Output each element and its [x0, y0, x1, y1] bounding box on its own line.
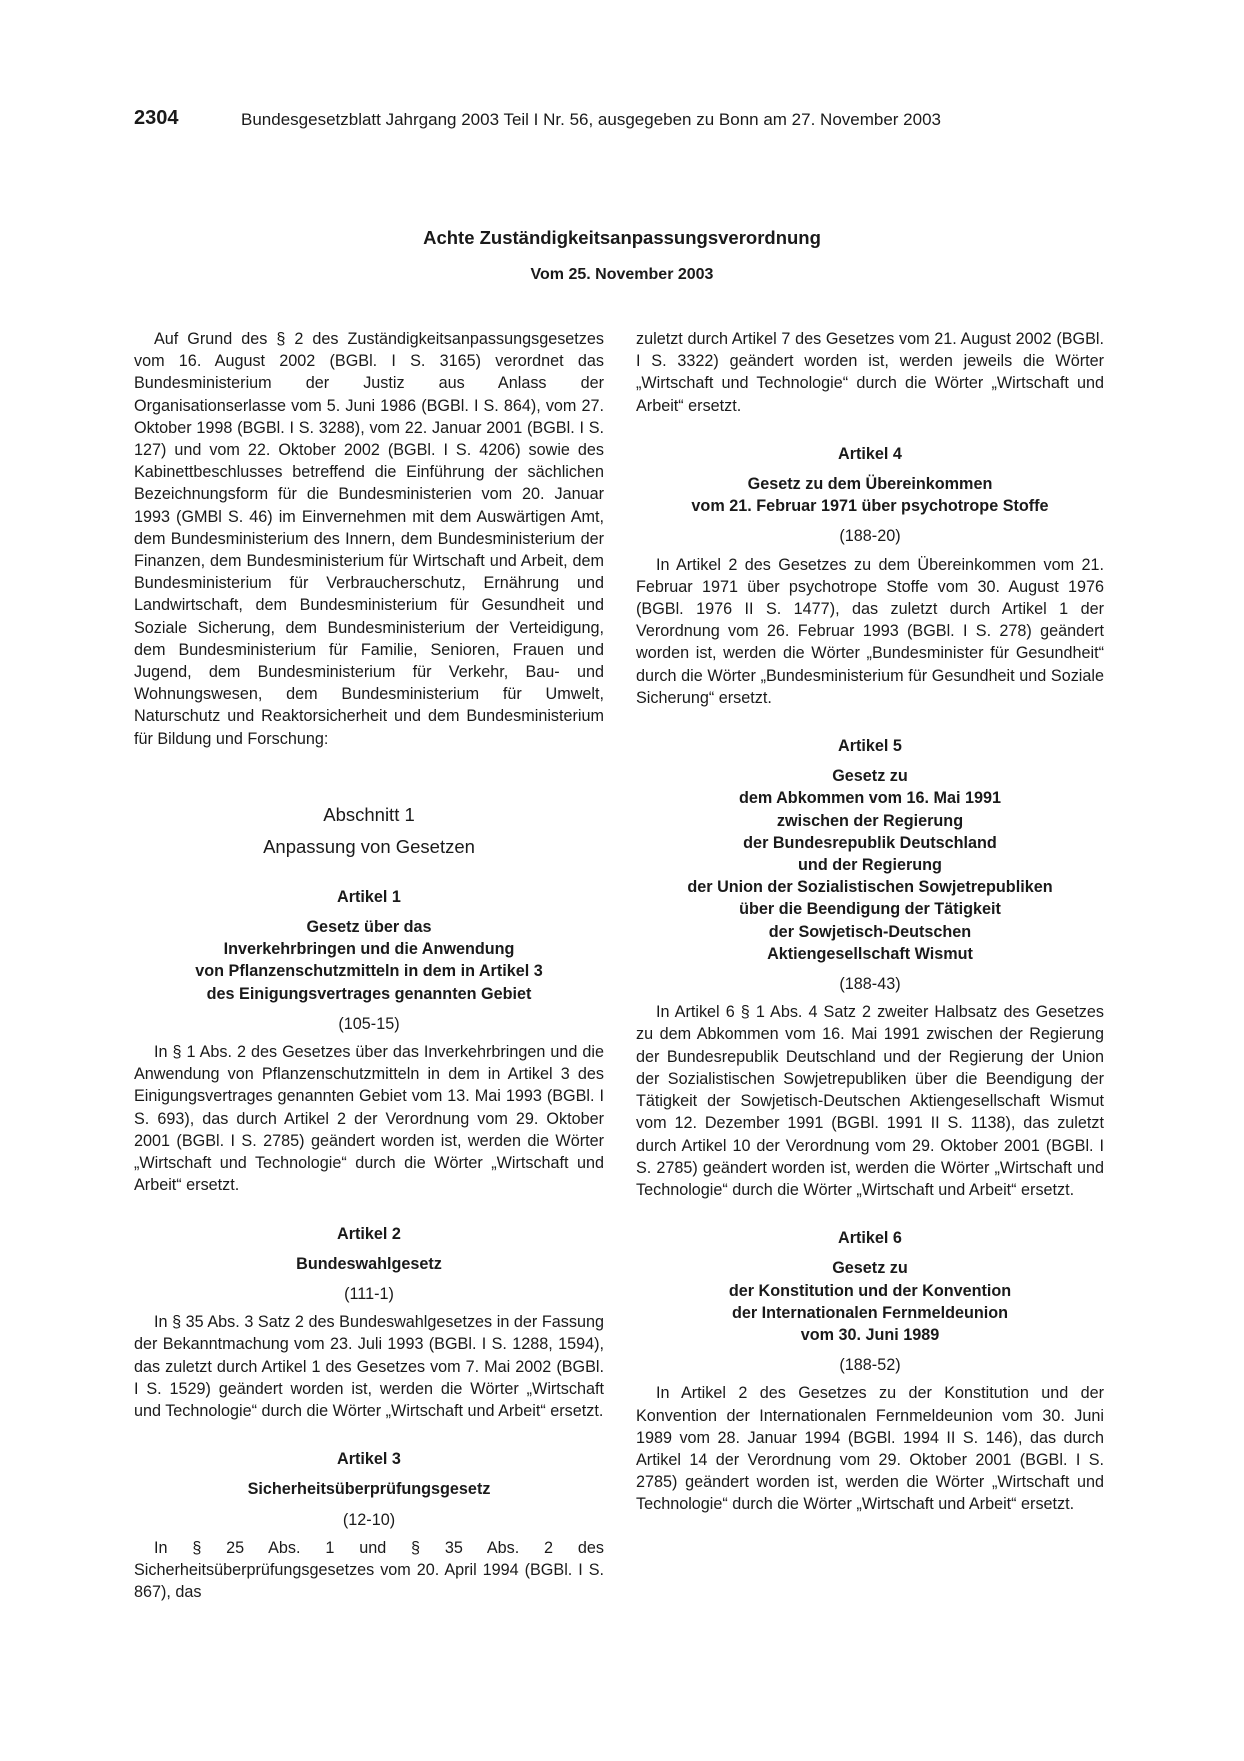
document-title: Achte Zuständigkeitsanpassungsverordnung: [423, 227, 821, 248]
article-heading: Aktiengesellschaft Wismut: [767, 944, 973, 963]
article-code: (12-10): [342, 1510, 396, 1529]
article-heading: und der Regierung: [798, 856, 942, 875]
preamble: Auf Grund des § 2 des Zuständigkeitsanpassungsgesetzes vom 16. August 2002 (BGBl. I S. 3165) verordnet das Bundesministerium der Justiz aus Anlass der Organisationserlasse vom 5. Juni 1986 (BGBl. I S. 864), vom 27. Oktober 1998 (BGBl. I S. 3288), vom 22. Januar 2001 (BGBl. I S. 127) und vom 22. Oktober 2002 (BGBl. I S. 4206) sowie des Kabinettbeschlusses betreffend die Einführung der sächlichen Bezeichnungsform für die Bundesministerien vom 20. Januar 1993 (GMBl S. 46) im Einvernehmen mit dem Auswärtigen Amt, dem Bundesministerium des Innern, dem Bundesministerium der Finanzen, dem Bundesministerium für Wirtschaft und Arbeit, dem Bundesministerium für Verbraucherschutz, Ernährung und Landwirtschaft, dem Bundesministerium für Gesundheit und Soziale Sicherung, dem Bundesministerium der Verteidigung, dem Bundesministerium für Familie, Senioren, Frauen und Jugend, dem Bundesministerium für Verkehr, Bau- und Wohnungswesen, dem Bundesministerium für Umwelt, Naturschutz und Reaktorsicherheit und dem Bundesministerium für Bildung und Forschung:: [134, 330, 604, 748]
article-code: (111-1): [344, 1284, 394, 1303]
article-heading: dem Abkommen vom 16. Mai 1991: [738, 789, 1002, 808]
article-text: In Artikel 2 des Gesetzes zu der Konstitution und der Konvention der Internationalen Fernmeldeunion vom 30. Juni 1989 vom 28. Januar 1994 (BGBl. 1994 II S. 146), das durch Artikel 14 der Verordnung vom 29. Oktober 2001 (BGBl. I S. 2785) geändert worden ist, werden die Wörter „Wirtschaft und Technologie“ durch die Wörter „Wirtschaft und Arbeit“ ersetzt.: [636, 1384, 1104, 1514]
article-heading: der Sowjetisch-Deutschen: [768, 922, 972, 941]
article-heading: Gesetz zu: [832, 1259, 908, 1278]
article-code: (188-20): [839, 527, 901, 546]
article-heading: der Bundesrepublik Deutschland: [743, 833, 997, 852]
article-label: Artikel 2: [337, 1224, 401, 1243]
article-text: In § 25 Abs. 1 und § 35 Abs. 2 des Sicherheitsüberprüfungsgesetzes vom 20. April 1994 (BGBl. I S. 867), das: [134, 1538, 604, 1602]
left-column: [134, 328, 604, 1603]
document-date: Vom 25. November 2003: [530, 266, 714, 283]
article-heading: Bundeswahlgesetz: [296, 1254, 442, 1273]
article-heading: der Konstitution und der Konvention: [728, 1281, 1012, 1300]
article-code: (188-52): [839, 1356, 901, 1375]
article-label: Artikel 5: [838, 737, 902, 756]
article-text: In § 35 Abs. 3 Satz 2 des Bundeswahlgesetzes in der Fassung der Bekanntmachung vom 23. Juli 1993 (BGBl. I S. 1288, 1594), das zuletzt durch Artikel 1 des Gesetzes vom 7. Mai 2002 (BGBl. I S. 1529) geändert worden ist, werden die Wörter „Wirtschaft und Technologie“ durch die Wörter „Wirtschaft und Arbeit“ ersetzt.: [134, 1313, 604, 1420]
article-heading: Gesetz über das: [306, 918, 432, 937]
article-text: In Artikel 2 des Gesetzes zu dem Übereinkommen vom 21. Februar 1971 über psychotrope Stoffe vom 30. August 1976 (BGBl. 1976 II S. 1477), das zuletzt durch Artikel 1 der Verordnung vom 26. Februar 1993 (BGBl. I S. 278) geändert worden ist, werden die Wörter „Bundesminister für Gesundheit“ durch die Wörter „Bundesministerium für Gesundheit und Soziale Sicherung“ ersetzt.: [636, 555, 1104, 707]
article-heading: zwischen der Regierung: [776, 811, 964, 830]
article-heading: Gesetz zu dem Übereinkommen: [747, 475, 993, 494]
article-heading: über die Beendigung der Tätigkeit: [739, 900, 1001, 919]
article-text-continuation: zuletzt durch Artikel 7 des Gesetzes vom 21. August 2002 (BGBl. I S. 3322) geändert worden ist, werden jeweils die Wörter „Wirtschaft und Technologie“ durch die Wörter „Wirtschaft und Arbeit“ ersetzt.: [636, 330, 1104, 415]
article-heading: Sicherheitsüberprüfungsgesetz: [247, 1480, 491, 1499]
article-code: (105-15): [338, 1014, 400, 1033]
article-label: Artikel 6: [838, 1229, 902, 1248]
article-heading: der Internationalen Fernmeldeunion: [731, 1303, 1009, 1322]
article-code: (188-43): [839, 975, 901, 994]
page-number: 2304: [134, 107, 179, 129]
article-heading: vom 21. Februar 1971 über psychotrope Stoffe: [691, 497, 1049, 516]
section-title: Anpassung von Gesetzen: [263, 835, 475, 857]
article-text: In § 1 Abs. 2 des Gesetzes über das Inverkehrbringen und die Anwendung von Pflanzenschutzmitteln in dem in Artikel 3 des Einigungsvertrages genannten Gebiet vom 13. Mai 1993 (BGBl. I S. 693), das durch Artikel 2 der Verordnung vom 29. Oktober 2001 (BGBl. I S. 2785) geändert worden ist, werden die Wörter „Wirtschaft und Technologie“ durch die Wörter „Wirtschaft und Arbeit“ ersetzt.: [134, 1043, 604, 1195]
article-text: In Artikel 6 § 1 Abs. 4 Satz 2 zweiter Halbsatz des Gesetzes zu dem Abkommen vom 16. Mai 1991 zwischen der Regierung der Bundesrepublik Deutschland und der Regierung der Union der Sozialistischen Sowjetrepubliken über die Beendigung der Tätigkeit der Sowjetisch-Deutschen Aktiengesellschaft Wismut vom 12. Dezember 1991 (BGBl. 1991 II S. 1138), das zuletzt durch Artikel 10 der Verordnung vom 29. Oktober 2001 (BGBl. I S. 2785) geändert worden ist, werden die Wörter „Wirtschaft und Technologie“ durch die Wörter „Wirtschaft und Arbeit“ ersetzt.: [636, 1003, 1104, 1199]
article-heading: der Union der Sozialistischen Sowjetrepubliken: [687, 878, 1053, 897]
article-label: Artikel 1: [337, 887, 401, 906]
section-label: Abschnitt 1: [323, 803, 415, 825]
header-text: Bundesgesetzblatt Jahrgang 2003 Teil I Nr. 56, ausgegeben zu Bonn am 27. November 2003: [241, 110, 941, 129]
article-heading: Inverkehrbringen und die Anwendung: [223, 940, 515, 959]
article-heading: Gesetz zu: [832, 767, 908, 786]
right-column: [636, 328, 1104, 1516]
article-heading: vom 30. Juni 1989: [800, 1325, 940, 1344]
article-label: Artikel 4: [838, 444, 902, 463]
article-label: Artikel 3: [337, 1450, 401, 1469]
article-heading: von Pflanzenschutzmitteln in dem in Artikel 3: [195, 962, 543, 981]
article-heading: des Einigungsvertrages genannten Gebiet: [206, 984, 532, 1003]
